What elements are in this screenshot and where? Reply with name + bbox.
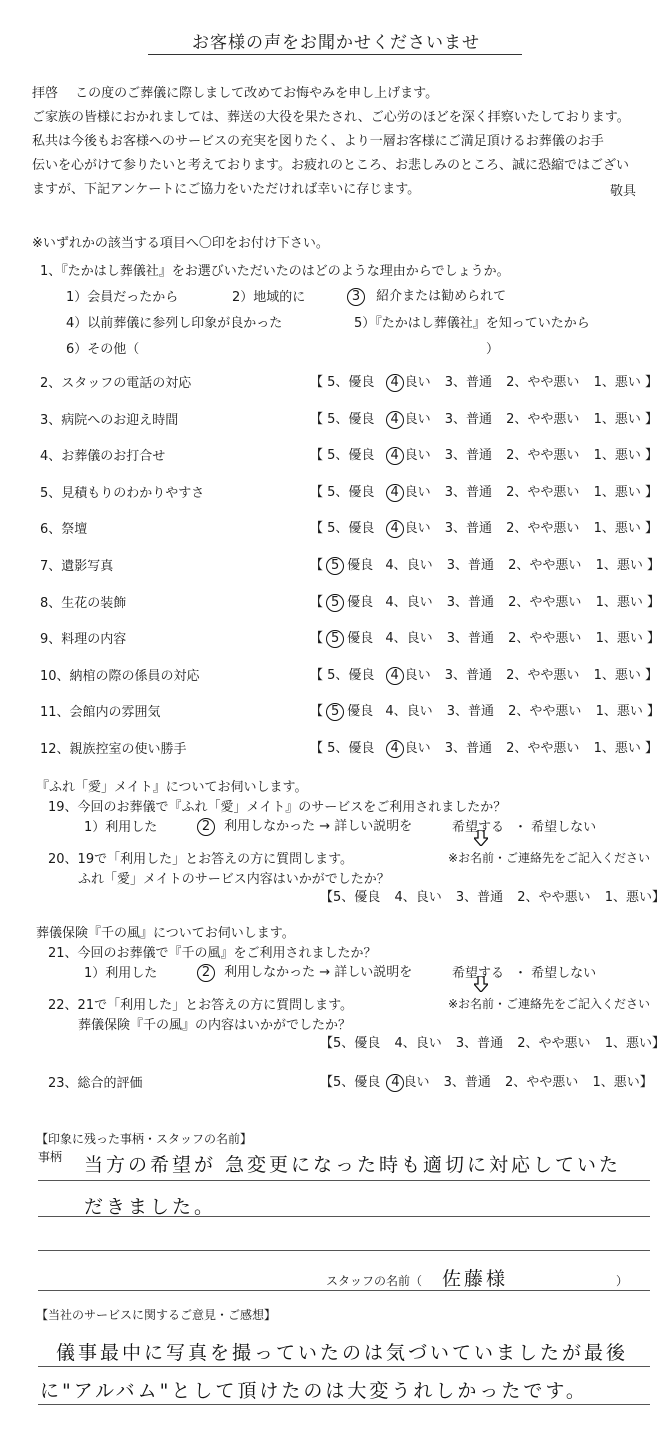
- scale-option-3: 3、普通: [444, 412, 493, 427]
- scale-open: 【: [310, 558, 324, 573]
- scale-option-5: 5、優良: [327, 448, 375, 463]
- q20-rating-scale: 【5、優良 4、良い 3、普通 2、やや悪い 1、悪い】: [320, 890, 665, 905]
- scale-close: 】: [647, 631, 661, 646]
- q21-hope: 希望する: [452, 966, 505, 981]
- scale-option-2: 2、やや悪い: [506, 668, 580, 683]
- scale-close: 】: [647, 558, 661, 573]
- page-title: お客様の声をお聞かせくださいませ: [192, 33, 480, 53]
- scale-close: 】: [647, 704, 661, 719]
- impression-handwriting-1: 当方の希望が 急変更になった時も適切に対応していた: [84, 1154, 622, 1176]
- scale-option-3: 3、普通: [446, 631, 495, 646]
- q1-text: 1、『たかはし葬儀社』をお選びいただいたのはどのような理由からでしょうか。: [40, 264, 510, 279]
- scale-close: 】: [645, 521, 659, 536]
- q23-selected-circle: 4: [386, 1074, 404, 1092]
- scale-option-3: 3、普通: [444, 448, 493, 463]
- scale-option-5: 5 優良: [327, 631, 373, 646]
- scale-close: 】: [645, 375, 659, 390]
- rating-scale: [310, 408, 658, 429]
- impression-header: 【印象に残った事柄・スタッフの名前】: [36, 1132, 253, 1146]
- q22-text: 22、21で「利用した」とお答えの方に質問します。: [48, 998, 354, 1013]
- scale-close: 】: [645, 668, 659, 683]
- scale-option-5: 5、優良: [327, 741, 375, 756]
- q20-text: 20、19で「利用した」とお答えの方に質問します。: [48, 852, 354, 867]
- scale-option-5: 5、優良: [327, 375, 375, 390]
- scale-option-1: 1、悪い: [595, 704, 643, 719]
- writing-line: [38, 1216, 650, 1217]
- scale-option-5: 5 優良: [327, 704, 373, 719]
- scale-option-5: 5、優良: [327, 412, 375, 427]
- question-label: 6、祭壇: [40, 522, 88, 537]
- scale-option-5: 5、優良: [327, 485, 375, 500]
- selected-circle: 4: [386, 667, 404, 685]
- scale-option-2: 2、やや悪い: [508, 631, 582, 646]
- scale-option-2: 2、やや悪い: [508, 704, 582, 719]
- q21-option-2-circle: 2: [197, 964, 215, 982]
- q21-nohope: ・ 希望しない: [514, 966, 597, 981]
- intro-line-4: 伝いを心がけて参りたいと考えております。お疲れのところ、お悲しみのところ、誠に恐縮ではござい: [32, 158, 629, 173]
- fureai-header: 『ふれ「愛」メイト』についてお伺いします。: [36, 780, 308, 795]
- scale-option-1: 1、悪い: [593, 375, 641, 390]
- rating-scale: [310, 554, 660, 575]
- opinion-handwriting-2: に"アルバム"として頂けたのは大変うれしかったです。: [40, 1380, 588, 1402]
- q19-nohope: ・ 希望しない: [514, 820, 597, 835]
- scale-option-3: 3、普通: [446, 558, 495, 573]
- scale-option-1: 1、悪い: [593, 668, 641, 683]
- scale-option-4: 4、良い: [385, 595, 433, 610]
- question-label: 7、遺影写真: [40, 559, 114, 574]
- scale-option-3: 3、普通: [444, 668, 493, 683]
- scale-option-1: 1、悪い: [595, 558, 643, 573]
- scale-option-1: 1、悪い: [593, 741, 641, 756]
- q22-contact-note: ※お名前・ご連絡先をご記入ください: [448, 997, 651, 1011]
- scale-option-1: 1、悪い: [595, 631, 643, 646]
- question-label: 8、生花の装飾: [40, 596, 127, 611]
- writing-line: [38, 1366, 650, 1367]
- question-label: 5、見積もりのわかりやすさ: [40, 486, 205, 501]
- q1-option-3-text: 紹介または勧められて: [376, 289, 507, 304]
- question-label: 3、病院へのお迎え時間: [40, 413, 179, 428]
- scale-open: 【: [310, 448, 324, 463]
- scale-open: 【: [310, 412, 324, 427]
- scale-option-4: 4 良い: [387, 521, 431, 536]
- q21-option-2: [198, 961, 412, 982]
- scale-option-4: 4 良い: [387, 485, 431, 500]
- selected-circle: 5: [326, 557, 344, 575]
- q21-option-2-text: 利用しなかった → 詳しい説明を: [224, 965, 413, 980]
- selected-circle: 4: [386, 411, 404, 429]
- intro-line-5: ますが、下記アンケートにご協力をいただければ幸いに存じます。: [32, 182, 421, 197]
- writing-line: [38, 1180, 650, 1181]
- rating-scale: [310, 591, 660, 612]
- staff-name-label: スタッフの名前（: [326, 1274, 423, 1288]
- scale-option-1: 1、悪い: [593, 412, 641, 427]
- rating-scale: [310, 700, 660, 721]
- opinion-handwriting-1: 儀事最中に写真を撮っていたのは気づいていましたが最後: [56, 1342, 629, 1364]
- scale-option-2: 2、やや悪い: [508, 558, 582, 573]
- selected-circle: 4: [386, 520, 404, 538]
- q1-option-4: 4）以前葬儀に参列し印象が良かった: [66, 316, 283, 331]
- intro-line-3: 私共は今後もお客様へのサービスの充実を図りたく、より一層お客様にご満足頂けるお葬儀のお手: [32, 134, 604, 149]
- rating-scale: [310, 371, 658, 392]
- scale-option-2: 2、やや悪い: [506, 485, 580, 500]
- scale-option-4: 4 良い: [387, 448, 431, 463]
- q19-option-2-text: 利用しなかった → 詳しい説明を: [224, 819, 413, 834]
- q22-rating-scale: 【5、優良 4、良い 3、普通 2、やや悪い 1、悪い】: [320, 1036, 665, 1051]
- scale-open: 【: [310, 595, 324, 610]
- scale-option-2: 2、やや悪い: [506, 741, 580, 756]
- scale-option-5: 5 優良: [327, 558, 373, 573]
- q20-contact-note: ※お名前・ご連絡先をご記入ください: [448, 851, 651, 865]
- scale-option-1: 1、悪い: [593, 521, 641, 536]
- q22-subtext: 葬儀保険『千の風』の内容はいかがでしたか？: [78, 1018, 352, 1033]
- q21-option-1: 1）利用した: [84, 966, 158, 981]
- scale-option-1: 1、悪い: [593, 485, 641, 500]
- rating-scale: [310, 481, 658, 502]
- scale-option-2: 2、やや悪い: [508, 595, 582, 610]
- question-label: 4、お葬儀のお打合せ: [40, 449, 166, 464]
- scale-close: 】: [645, 448, 659, 463]
- rating-scale: [310, 627, 660, 648]
- q20-subtext: ふれ「愛」メイトのサービス内容はいかがでしたか？: [78, 872, 390, 887]
- title-underline: [148, 54, 522, 55]
- scale-option-1: 1、悪い: [593, 448, 641, 463]
- question-label: 2、スタッフの電話の対応: [40, 376, 192, 391]
- rating-scale: [310, 444, 658, 465]
- hoken-header: 葬儀保険『千の風』についてお伺いします。: [36, 926, 295, 941]
- impression-handwriting-2: だきました。: [84, 1196, 217, 1218]
- selected-circle: 5: [326, 594, 344, 612]
- selected-circle: 5: [326, 703, 344, 721]
- scale-open: 【: [310, 631, 324, 646]
- q19-hope: 希望する: [452, 820, 505, 835]
- scale-option-5: 5 優良: [327, 595, 373, 610]
- q23-rating-scale: 【5、優良 4 良い 3、普通 2、やや悪い 1、悪い】: [320, 1075, 653, 1090]
- scale-option-3: 3、普通: [446, 595, 495, 610]
- intro-line-2: ご家族の皆様におかれましては、葬送の大役を果たされ、ご心労のほどを深く拝察いたしております。: [32, 110, 630, 125]
- staff-name-close: ）: [616, 1274, 629, 1288]
- rating-scale: [310, 517, 658, 538]
- scale-open: 【: [310, 521, 324, 536]
- scale-close: 】: [645, 485, 659, 500]
- selected-circle: 4: [386, 740, 404, 758]
- q1-option-3-circle: 3: [347, 288, 365, 306]
- writing-line: [38, 1290, 650, 1291]
- instruction: ※いずれかの該当する項目へ〇印をお付け下さい。: [32, 236, 329, 251]
- writing-line: [38, 1404, 650, 1405]
- q19-text: 19、今回のお葬儀で『ふれ「愛」メイト』のサービスをご利用されましたか？: [48, 800, 507, 815]
- scale-option-5: 5、優良: [327, 668, 375, 683]
- selected-circle: 4: [386, 374, 404, 392]
- scale-option-5: 5、優良: [327, 521, 375, 536]
- question-label: 12、親族控室の使い勝手: [40, 742, 187, 757]
- down-arrow-icon: [474, 976, 488, 992]
- intro-line-1: 拝啓 この度のご葬儀に際しまして改めてお悔やみを申し上げます。: [32, 86, 439, 101]
- scale-open: 【: [310, 668, 324, 683]
- scale-option-2: 2、やや悪い: [506, 521, 580, 536]
- rating-scale: [310, 664, 658, 685]
- scale-option-1: 1、悪い: [595, 595, 643, 610]
- rating-scale: [310, 737, 658, 758]
- q19-option-1: 1）利用した: [84, 820, 158, 835]
- q21-text: 21、今回のお葬儀で『千の風』をご利用されましたか？: [48, 946, 377, 961]
- closing-word: 敬具: [610, 184, 637, 199]
- q19-option-2-circle: 2: [197, 818, 215, 836]
- scale-open: 【: [310, 375, 324, 390]
- question-label: 11、会館内の雰囲気: [40, 705, 161, 720]
- q1-option-3: [348, 285, 506, 306]
- scale-open: 【: [310, 741, 324, 756]
- selected-circle: 4: [386, 484, 404, 502]
- selected-circle: 4: [386, 447, 404, 465]
- q1-option-6: 6）その他（: [66, 342, 140, 357]
- scale-option-4: 4 良い: [387, 668, 431, 683]
- q1-option-2: 2）地域的に: [232, 290, 306, 305]
- scale-option-4: 4、良い: [385, 704, 433, 719]
- question-label: 10、納棺の際の係員の対応: [40, 669, 200, 684]
- scale-option-2: 2、やや悪い: [506, 412, 580, 427]
- writing-line: [38, 1250, 650, 1251]
- scale-option-3: 3、普通: [444, 741, 493, 756]
- q1-option-1: 1）会員だったから: [66, 290, 179, 305]
- scale-close: 】: [645, 741, 659, 756]
- scale-option-2: 2、やや悪い: [506, 448, 580, 463]
- scale-option-3: 3、普通: [444, 521, 493, 536]
- question-label: 9、料理の内容: [40, 632, 127, 647]
- selected-circle: 5: [326, 630, 344, 648]
- scale-open: 【: [310, 704, 324, 719]
- scale-open: 【: [310, 485, 324, 500]
- scale-option-4: 4 良い: [387, 741, 431, 756]
- staff-name-handwriting: 佐藤様: [442, 1268, 509, 1290]
- opinion-header: 【当社のサービスに関するご意見・ご感想】: [36, 1308, 277, 1322]
- q23-label: 23、総合的評価: [48, 1076, 143, 1091]
- q1-option-5: 5）『たかはし葬儀社』を知っていたから: [354, 316, 590, 331]
- scale-option-3: 3、普通: [444, 485, 493, 500]
- down-arrow-icon: [474, 830, 488, 846]
- scale-option-4: 4 良い: [387, 375, 431, 390]
- scale-close: 】: [647, 595, 661, 610]
- scale-option-2: 2、やや悪い: [506, 375, 580, 390]
- q19-option-2: [198, 815, 412, 836]
- scale-close: 】: [645, 412, 659, 427]
- scale-option-4: 4、良い: [385, 558, 433, 573]
- scale-option-3: 3、普通: [444, 375, 493, 390]
- scale-option-3: 3、普通: [446, 704, 495, 719]
- scale-option-4: 4、良い: [385, 631, 433, 646]
- q1-option-6-close: ）: [486, 342, 500, 357]
- impression-sub: 事柄: [38, 1150, 63, 1164]
- scale-option-4: 4 良い: [387, 412, 431, 427]
